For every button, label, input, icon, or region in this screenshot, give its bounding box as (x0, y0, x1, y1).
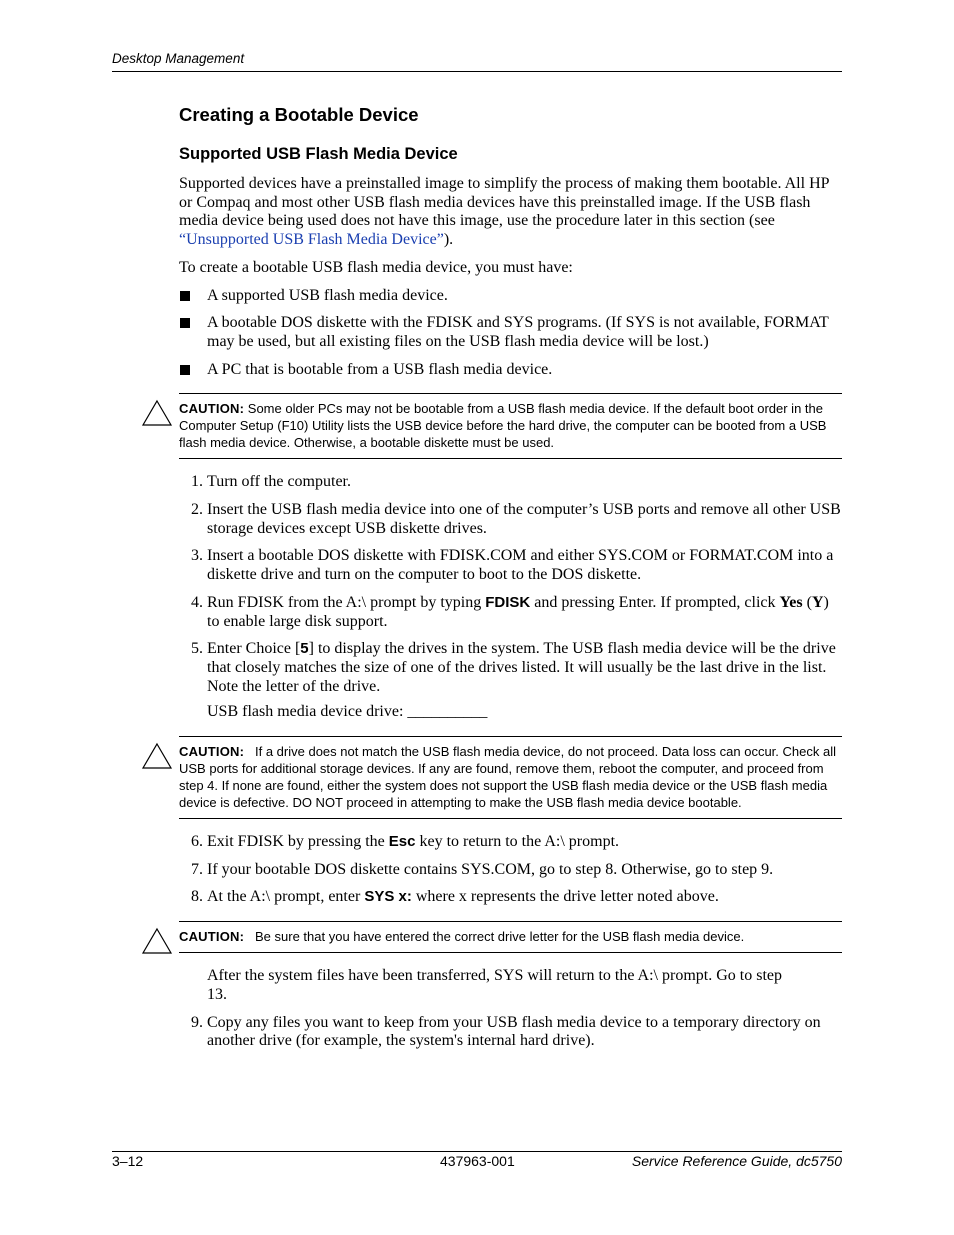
caution-box (179, 736, 842, 819)
step-number: 9. (191, 1013, 203, 1031)
step-text: key to return to the A:\ prompt. (415, 833, 620, 851)
bullet-item (179, 361, 842, 380)
caution-body: Some older PCs may not be bootable from a USB flash media device. If the default boot order in the Computer Setup (F10) Utility lists the USB device before the hard drive, the computer can be booted from a USB flash media device. Otherwise, a bootable diskette must be used. (179, 401, 827, 451)
step-text: Enter Choice [ (207, 640, 301, 658)
step-text: ( (802, 593, 812, 611)
step-item (179, 547, 842, 584)
intro-paragraph (179, 175, 842, 250)
step-number: 5. (191, 640, 203, 658)
page-content (179, 104, 842, 1060)
caution-triangle-icon (141, 742, 173, 770)
step-item (179, 888, 842, 907)
step-item (179, 833, 842, 852)
intro-text-end: ). (443, 231, 454, 249)
step-text: At the A:\ prompt, enter (207, 888, 365, 906)
step-number: 6. (191, 833, 203, 851)
step-item (179, 640, 842, 696)
step-number: 4. (191, 593, 203, 611)
step-item (179, 473, 842, 492)
part-number: 437963-001 (440, 1153, 515, 1169)
step-text: ] to display the drives in the system. The USB flash media device will be the drive that closely matches the size of one of the drives listed. It will usually be the last drive in the list. Note the letter of the drive. (207, 640, 836, 695)
bullet-text: A supported USB flash media device. (207, 286, 448, 304)
y-key: Y (811, 593, 824, 611)
bullet-text: A bootable DOS diskette with the FDISK and SYS programs. (If SYS is not available, FORMAT may be used, but all existing files on the USB flash media device will be lost.) (207, 314, 829, 350)
caution-box (179, 393, 842, 459)
step-number: 7. (191, 860, 203, 878)
page-number: 3–12 (112, 1153, 144, 1169)
yes-option: Yes (779, 593, 803, 611)
step-item (179, 594, 842, 631)
drive-letter-line: USB flash media device drive: __________ (207, 703, 488, 721)
subsection-heading: Supported USB Flash Media Device (179, 145, 458, 163)
bullet-text: A PC that is bootable from a USB flash media device. (207, 360, 553, 378)
caution-body: Be sure that you have entered the correct drive letter for the USB flash media device. (255, 929, 745, 945)
step-text: Exit FDISK by pressing the (207, 833, 389, 851)
requirements-intro: To create a bootable USB flash media device, you must have: (179, 258, 573, 276)
caution-label: CAUTION: (179, 929, 245, 945)
step-text: where x represents the drive letter noted above. (411, 888, 719, 906)
caution-label: CAUTION: (179, 401, 245, 417)
unsupported-device-link[interactable]: “Unsupported USB Flash Media Device” (179, 231, 444, 249)
caution-text (179, 400, 842, 451)
bullet-square-icon (180, 291, 190, 301)
keyboard-command: FDISK (485, 593, 531, 611)
step-text: Insert a bootable DOS diskette with FDISK.COM and either SYS.COM or FORMAT.COM into a diskette drive and turn on the computer to boot to the DOS diskette. (207, 547, 834, 584)
keyboard-command: SYS x: (364, 888, 412, 906)
step-item (179, 861, 842, 880)
step-text: ) to enable large disk support. (207, 593, 829, 630)
step-item (179, 501, 842, 538)
step-number: 3. (191, 547, 203, 565)
step-number: 2. (191, 501, 203, 519)
caution-box (179, 921, 842, 953)
step-text: Copy any files you want to keep from your USB flash media device to a temporary directory on another drive (for example, the system's internal hard drive). (207, 1013, 821, 1050)
caution-triangle-icon (141, 399, 173, 427)
keyboard-command: Esc (388, 833, 416, 851)
caution-label: CAUTION: (179, 744, 245, 760)
bullet-square-icon (180, 365, 190, 375)
bullet-item (179, 287, 842, 306)
after-sys-paragraph: After the system files have been transferred, SYS will return to the A:\ prompt. Go to step 13. (207, 967, 782, 1003)
step-text: and pressing Enter. If prompted, click (530, 593, 780, 611)
intro-text: Supported devices have a preinstalled image to simplify the process of making them bootable. All HP or Compaq and most other USB flash media devices have this preinstalled image. If the USB flash media device being used does not have this image, use the procedure later in this section (see (179, 175, 829, 230)
caution-text (179, 743, 842, 811)
step-number: 1. (191, 473, 203, 491)
guide-title: Service Reference Guide, dc5750 (631, 1153, 842, 1169)
bullet-item (179, 314, 842, 351)
step-text: Turn off the computer. (207, 473, 351, 491)
step-text: If your bootable DOS diskette contains SYS.COM, go to step 8. Otherwise, go to step 9. (207, 860, 774, 878)
section-heading: Creating a Bootable Device (179, 104, 419, 125)
caution-body: If a drive does not match the USB flash media device, do not proceed. Data loss can occur. Check all USB ports for additional storage devices. If any are found, remove them, reboot the computer, and proceed from step 4. If none are found, either the system does not support the USB flash media device or the USB flash media device is defective. DO NOT proceed in attempting to make the USB flash media device bootable. (179, 744, 836, 811)
step-text: Insert the USB flash media device into one of the computer’s USB ports and remove all other USB storage devices except USB diskette drives. (207, 501, 841, 537)
bullet-square-icon (180, 318, 190, 328)
step-text: Run FDISK from the A:\ prompt by typing (207, 593, 486, 611)
step-item (179, 1014, 842, 1051)
caution-triangle-icon (141, 927, 173, 955)
caution-text (179, 928, 842, 945)
step-number: 8. (191, 888, 203, 906)
keyboard-command: 5 (300, 640, 309, 658)
footer-rule (112, 1151, 842, 1152)
running-header: Desktop Management (112, 51, 245, 66)
header-rule (112, 71, 842, 72)
